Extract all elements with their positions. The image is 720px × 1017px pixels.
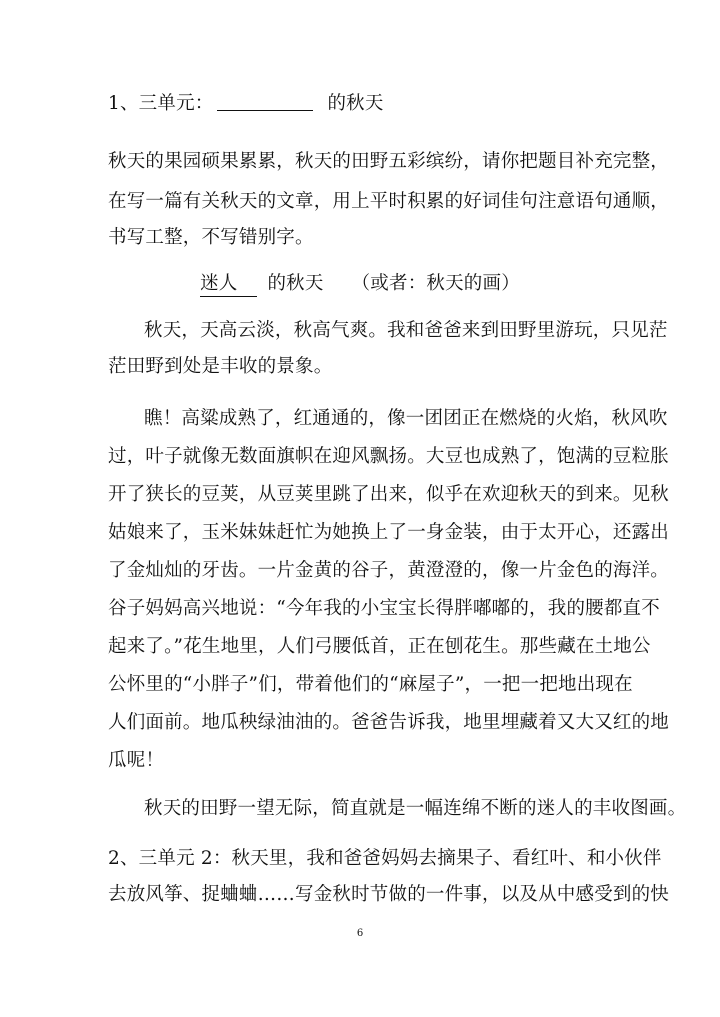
paragraph-line: 谷子妈妈高兴地说：“今年我的小宝宝长得胖嘟嘟的，我的腰都直不 bbox=[108, 598, 660, 619]
paragraph-line: 秋天，天高云淡，秋高气爽。我和爸爸来到田野里游玩，只见茫 bbox=[144, 320, 668, 341]
paragraph-line: 起来了。”花生地里，人们弓腰低首，正在刨花生。那些藏在土地公 bbox=[108, 636, 651, 657]
essay-title-suffix: 的秋天 bbox=[267, 273, 324, 294]
paragraph-line: 人们面前。地瓜秧绿油油的。爸爸告诉我，地里埋藏着又大又红的地 bbox=[108, 712, 670, 733]
question-2-heading: 2、三单元 2：秋天里，我和爸爸妈妈去摘果子、看红叶、和小伙伴 bbox=[108, 848, 662, 869]
question-1-title-suffix: 的秋天 bbox=[327, 93, 384, 114]
paragraph-line: 公怀里的“小胖子”们，带着他们的“麻屋子”，一把一把地出现在 bbox=[108, 674, 633, 695]
paragraph-line: 瞧！高粱成熟了，红通通的，像一团团正在燃烧的火焰，秋风吹 bbox=[144, 408, 668, 429]
essay-title-alternative: （或者：秋天的画） bbox=[351, 273, 520, 294]
prompt-line: 在写一篇有关秋天的文章，用上平时积累的好词佳句注意语句通顺， bbox=[108, 191, 670, 212]
paragraph-line: 茫田野到处是丰收的景象。 bbox=[108, 356, 333, 377]
paragraph-line: 秋天的田野一望无际，简直就是一幅连绵不断的迷人的丰收图画。 bbox=[144, 798, 687, 819]
question-1-number: 1、三单元： bbox=[108, 93, 214, 114]
question-1-heading bbox=[108, 92, 384, 116]
prompt-line: 书写工整，不写错别字。 bbox=[108, 227, 314, 248]
essay-title-fill-word: 迷人 bbox=[200, 272, 257, 297]
essay-title bbox=[0, 272, 720, 297]
paragraph-line: 过，叶子就像无数面旗帜在迎风飘扬。大豆也成熟了，饱满的豆粒胀 bbox=[108, 446, 670, 467]
paragraph-line: 开了狭长的豆荚，从豆荚里跳了出来，似乎在欢迎秋天的到来。见秋 bbox=[108, 484, 670, 505]
prompt-line: 秋天的果园硕果累累，秋天的田野五彩缤纷，请你把题目补充完整， bbox=[108, 151, 670, 172]
title-blank bbox=[217, 92, 313, 111]
question-2-heading: 去放风筝、捉蛐蛐……写金秋时节做的一件事，以及从中感受到的快 bbox=[108, 884, 670, 905]
page-number: 6 bbox=[356, 928, 364, 939]
paragraph-line: 姑娘来了，玉米妹妹赶忙为她换上了一身金装，由于太开心，还露出 bbox=[108, 522, 670, 543]
paragraph-line: 了金灿灿的牙齿。一片金黄的谷子，黄澄澄的，像一片金色的海洋。 bbox=[108, 560, 670, 581]
paragraph-line: 瓜呢！ bbox=[108, 750, 165, 771]
